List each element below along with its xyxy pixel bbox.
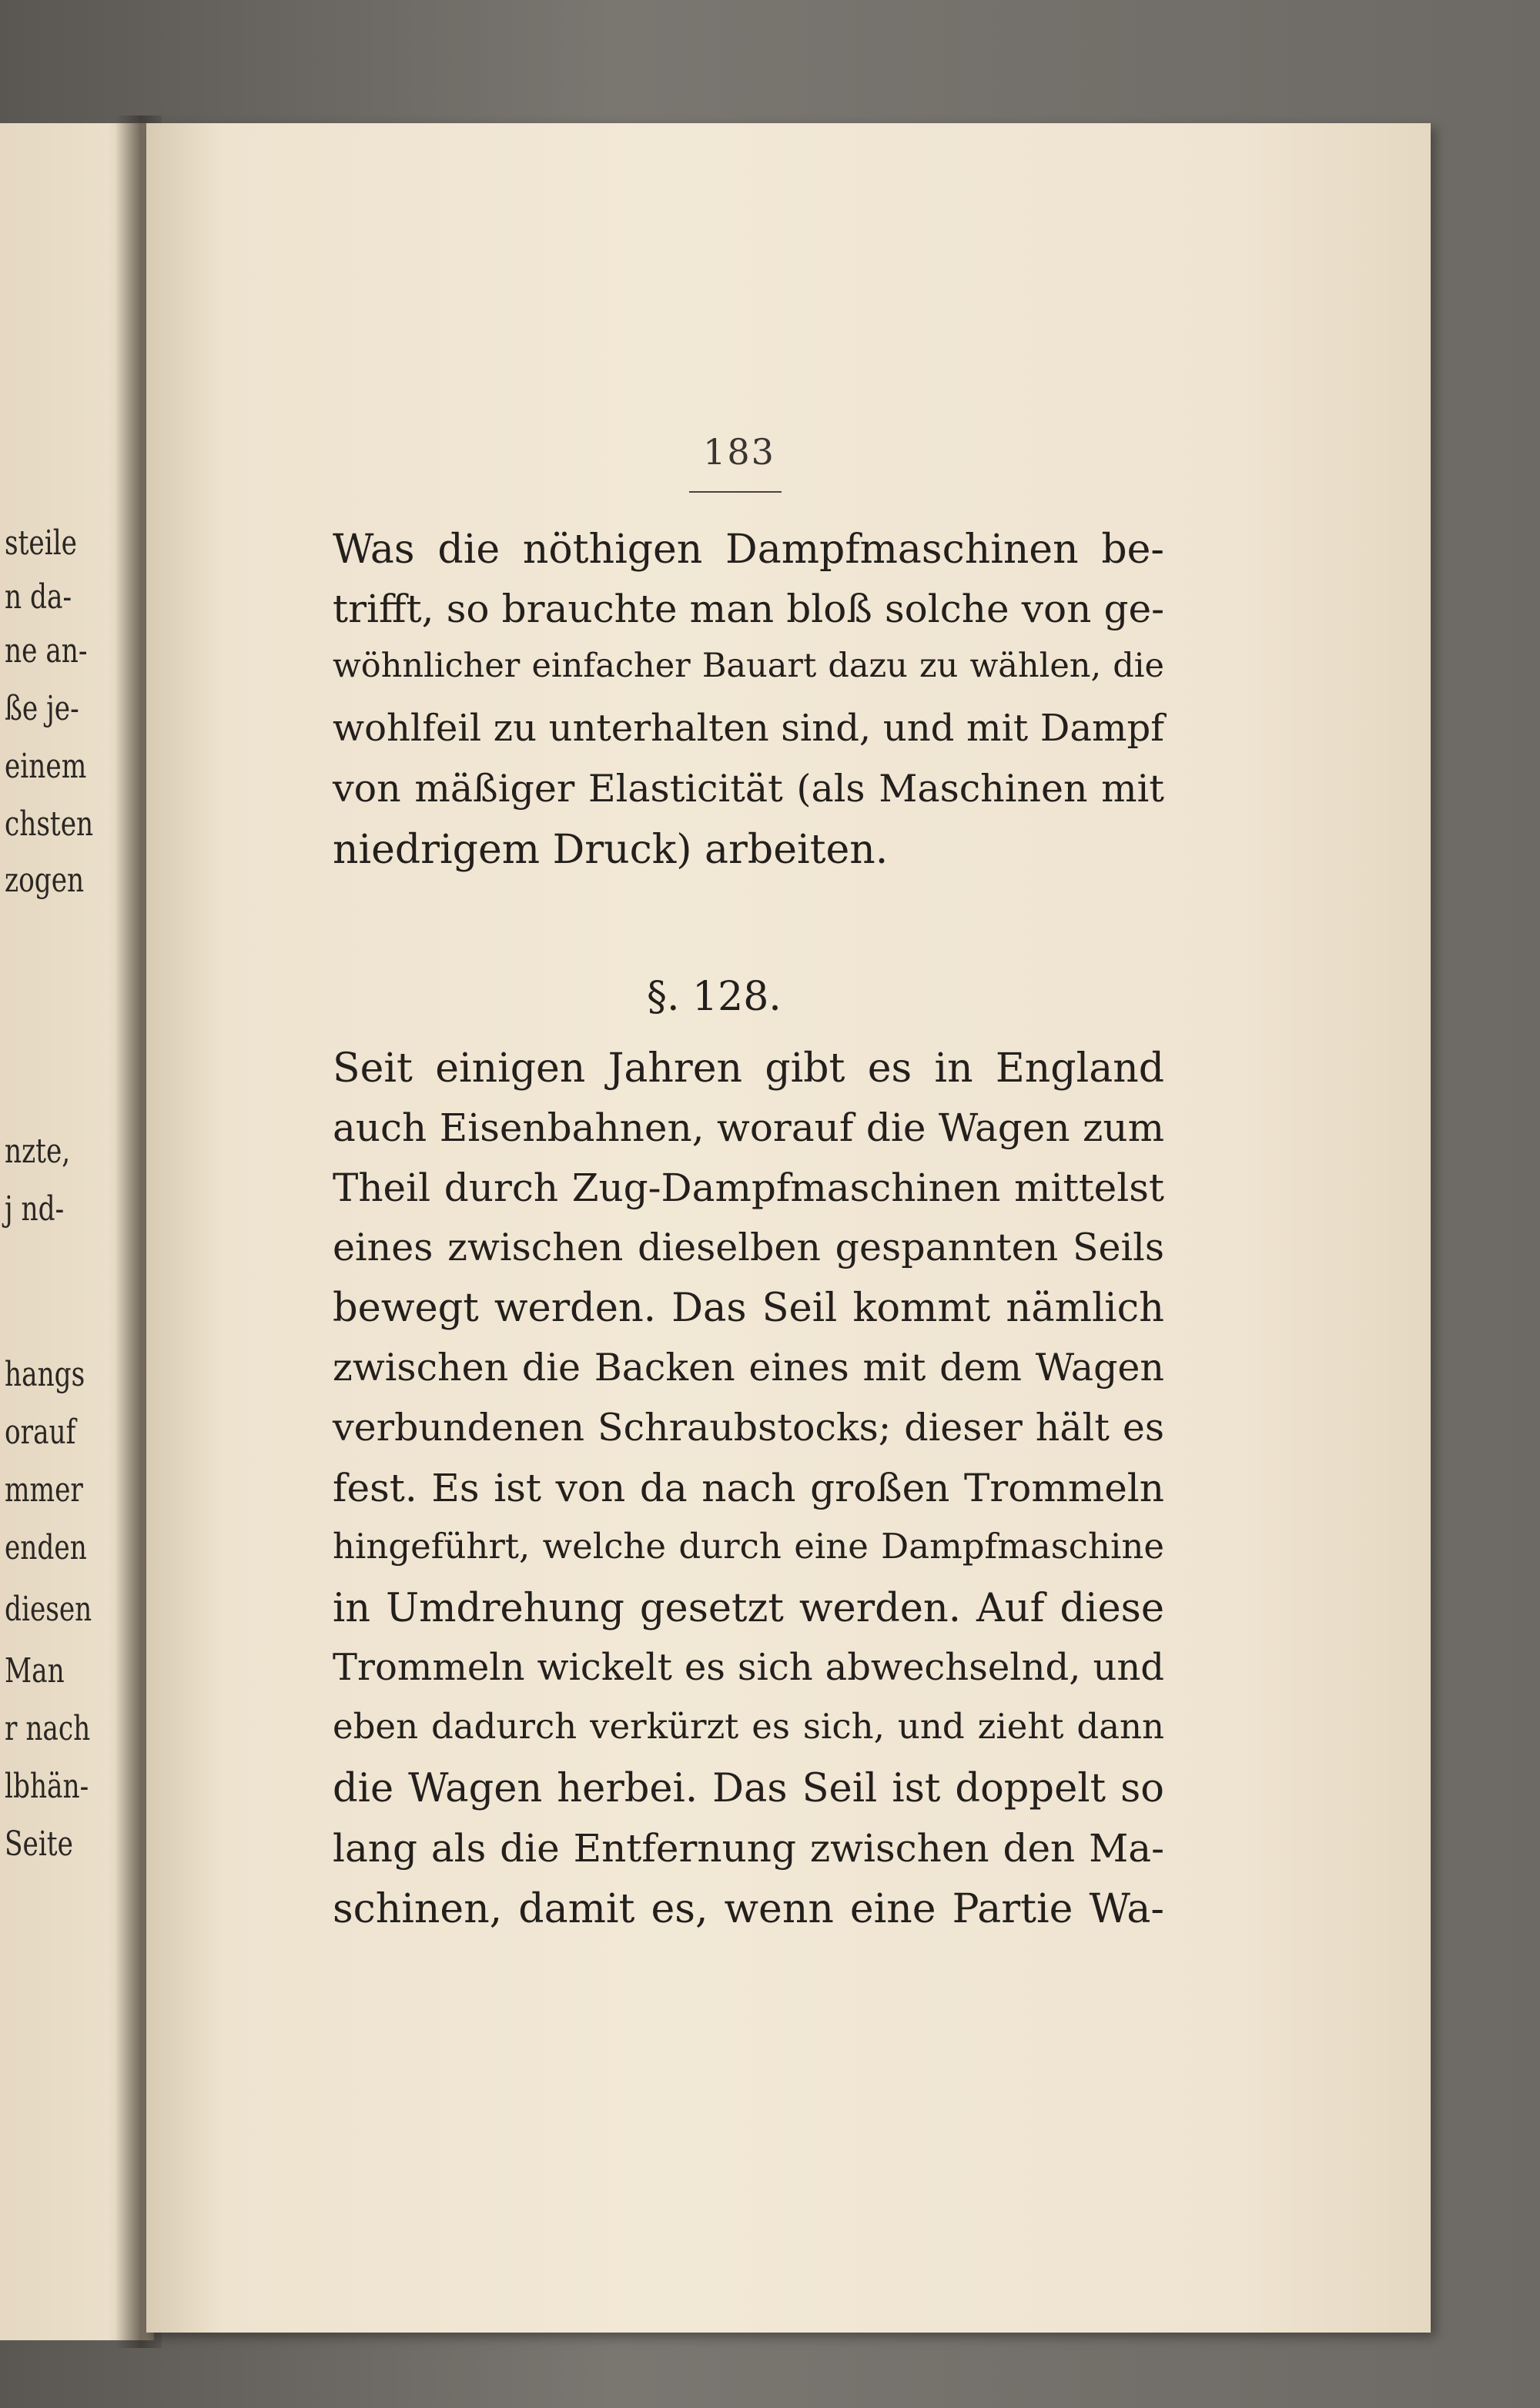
left-page-fragment: zogen	[5, 861, 85, 900]
paragraph-2-line: in Umdrehung gesetzt werden. Auf diese	[333, 1586, 1164, 1631]
paragraph-2-line: die Wagen herbei. Das Seil ist doppelt so	[333, 1766, 1164, 1811]
paragraph-2-line: bewegt werden. Das Seil kommt nämlich	[333, 1286, 1164, 1331]
paragraph-2-line: lang als die Entfernung zwischen den Ma-	[333, 1826, 1164, 1871]
paragraph-2-line: fest. Es ist von da nach großen Trommeln	[333, 1466, 1164, 1510]
paragraph-1-line: niedrigem Druck) arbeiten.	[333, 827, 889, 873]
header-rule	[689, 491, 782, 493]
page-number: 183	[703, 431, 775, 473]
paragraph-2-line: schinen, damit es, wenn eine Partie Wa-	[333, 1886, 1164, 1932]
left-page-fragment: lbhän-	[5, 1767, 89, 1806]
left-page-fragment: Man	[5, 1651, 65, 1691]
paragraph-1-line: trifft, so brauchte man bloß solche von ge-	[333, 587, 1164, 631]
left-page-fragment: diesen	[5, 1590, 92, 1629]
left-page-fragment: mmer	[5, 1470, 83, 1510]
left-page-fragment: orauf	[5, 1413, 76, 1452]
paragraph-1-line: Was die nöthigen Dampfmaschinen be-	[333, 527, 1164, 573]
left-page-fragment: j nd-	[5, 1189, 65, 1229]
left-page-fragment: r nach	[5, 1709, 91, 1748]
paragraph-2-line: auch Eisenbahnen, worauf die Wagen zum	[333, 1105, 1164, 1150]
paragraph-2-line: Trommeln wickelt es sich abwechselnd, und	[333, 1646, 1164, 1689]
paragraph-2-line: hingeführt, welche durch eine Dampfmaschine	[333, 1526, 1164, 1567]
left-page-fragment: nzte,	[5, 1132, 71, 1171]
left-page-fragment: hangs	[5, 1355, 85, 1394]
paragraph-2-line: verbundenen Schraubstocks; dieser hält es	[333, 1406, 1164, 1450]
paragraph-1-line: wöhnlicher einfacher Bauart dazu zu wählen, die	[333, 647, 1164, 685]
paragraph-2-line: eben dadurch verkürzt es sich, und zieht dann	[333, 1706, 1164, 1747]
paragraph-1-line: von mäßiger Elasticität (als Maschinen mit	[333, 767, 1164, 811]
left-page-fragment: Seite	[5, 1824, 73, 1864]
paragraph-2-line: Theil durch Zug-Dampfmaschinen mittelst	[333, 1166, 1164, 1210]
left-page-fragment: einem	[5, 747, 87, 786]
paragraph-2-line: Seit einigen Jahren gibt es in England	[333, 1045, 1164, 1092]
left-page-fragment: ne an-	[5, 631, 88, 671]
paragraph-2-line: zwischen die Backen eines mit dem Wagen	[333, 1346, 1164, 1390]
left-page-fragment: chsten	[5, 804, 94, 844]
paragraph-2-line: eines zwischen dieselben gespannten Seils	[333, 1226, 1164, 1269]
paragraph-1-line: wohlfeil zu unterhalten sind, und mit Dampf	[333, 707, 1164, 750]
section-heading: §. 128.	[647, 974, 782, 1020]
left-page-fragment: steile	[5, 523, 77, 563]
left-page-fragment: enden	[5, 1528, 87, 1567]
left-page-fragment: ße je-	[5, 689, 79, 728]
left-page-fragment: n da-	[5, 577, 72, 617]
